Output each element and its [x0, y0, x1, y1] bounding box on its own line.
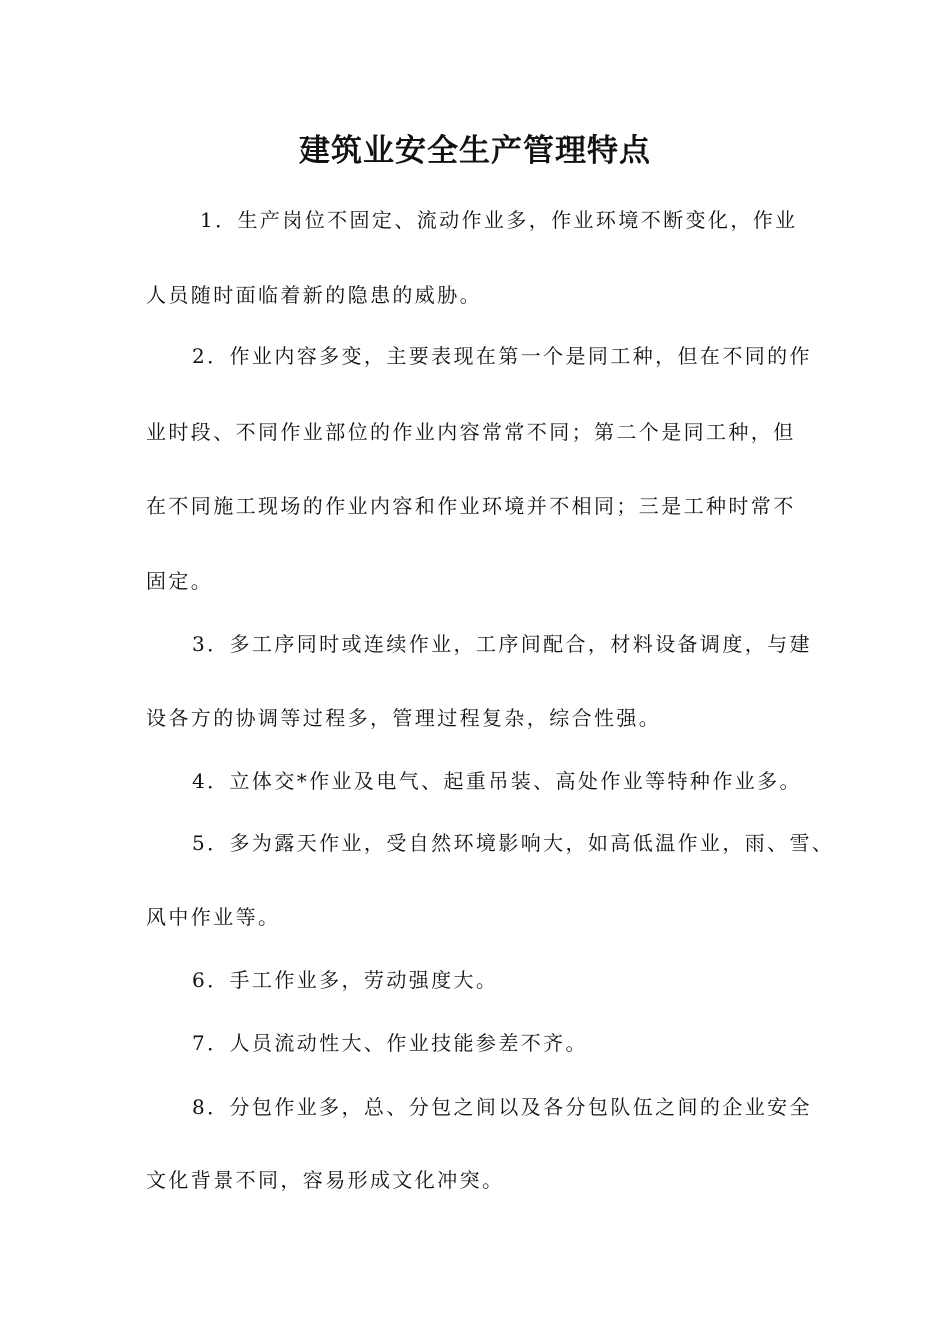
item-1-line-2: 人员随时面临着新的隐患的威胁。: [146, 283, 482, 307]
item-5-line-2: 风中作业等。: [146, 905, 281, 929]
item-2-line-2: 业时段、不同作业部位的作业内容常常不同；第二个是同工种，但: [146, 420, 796, 444]
document-title: 建筑业安全生产管理特点: [299, 133, 651, 169]
item-5-line-1: 5．多为露天作业，受自然环境影响大，如高低温作业，雨、雪、: [192, 831, 835, 855]
item-6-line-1: 6．手工作业多，劳动强度大。: [192, 968, 499, 992]
item-8-line-2: 文化背景不同，容易形成文化冲突。: [146, 1168, 505, 1192]
item-2-line-3: 在不同施工现场的作业内容和作业环境并不相同；三是工种时常不: [146, 494, 796, 518]
item-3-line-2: 设各方的协调等过程多，管理过程复杂，综合性强。: [146, 706, 662, 730]
item-3-line-1: 3．多工序同时或连续作业，工序间配合，材料设备调度，与建: [192, 632, 812, 656]
item-8-line-1: 8．分包作业多，总、分包之间以及各分包队伍之间的企业安全: [192, 1095, 812, 1119]
item-2-line-4: 固定。: [146, 569, 214, 593]
item-7-line-1: 7．人员流动性大、作业技能参差不齐。: [192, 1031, 588, 1055]
item-1-line-1: 1．生产岗位不固定、流动作业多，作业环境不断变化，作业: [200, 208, 798, 232]
item-2-line-1: 2．作业内容多变，主要表现在第一个是同工种，但在不同的作: [192, 344, 812, 368]
item-4-line-1: 4．立体交*作业及电气、起重吊装、高处作业等特种作业多。: [192, 769, 802, 793]
